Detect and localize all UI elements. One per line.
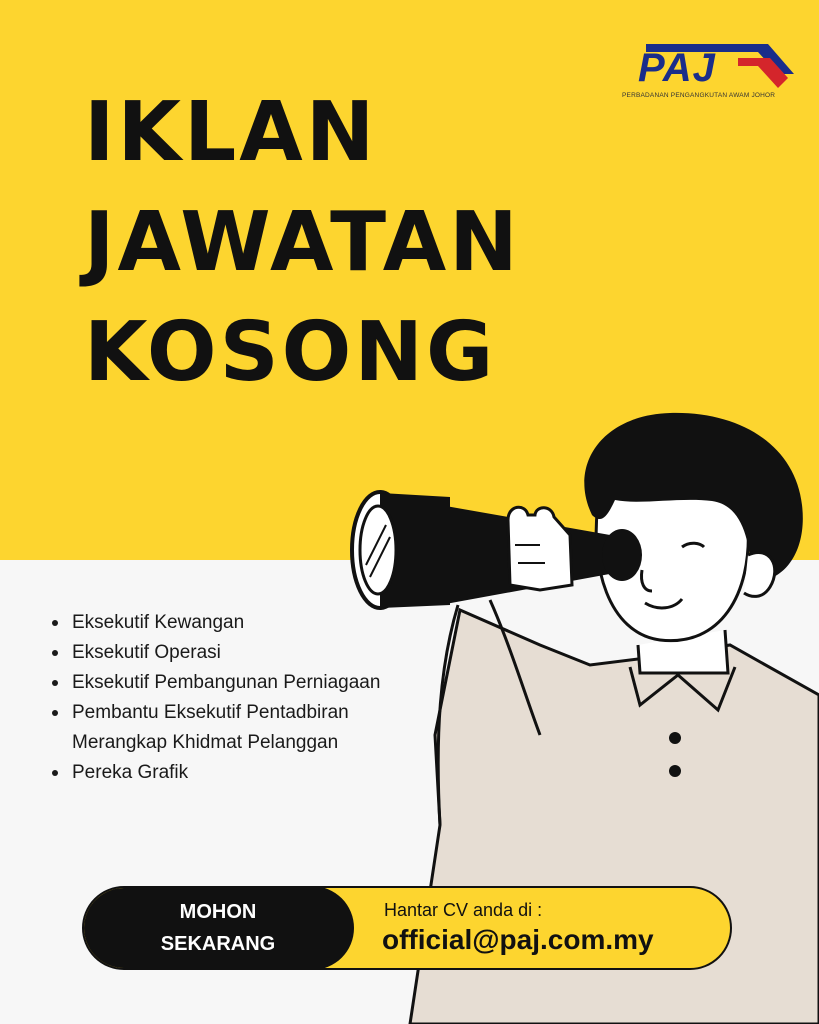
apply-now-button[interactable] <box>82 886 354 970</box>
list-item: Eksekutif Pembangunan Perniagaan <box>50 668 432 698</box>
logo-text: PAJ <box>638 46 716 90</box>
email-link[interactable]: official@paj.com.my <box>382 924 654 955</box>
paj-logo <box>618 34 798 104</box>
list-item: Eksekutif Operasi <box>50 638 432 668</box>
title-line-3: KOSONG <box>84 305 497 400</box>
apply-button-line-2: SEKARANG <box>160 933 276 955</box>
list-item: Pereka Grafik <box>50 758 432 788</box>
poster-title <box>84 78 521 408</box>
list-item: Eksekutif Kewangan <box>50 608 432 638</box>
title-line-2: JAWATAN <box>84 195 521 290</box>
apply-banner <box>82 886 732 970</box>
send-cv-label: Hantar CV anda di : <box>384 900 543 920</box>
title-line-1: IKLAN <box>84 85 378 180</box>
list-item: Pembantu Eksekutif Pentadbiran Merangkap Khidmat Pelanggan <box>50 698 432 758</box>
job-list <box>50 608 432 788</box>
logo-tagline: PERBADANAN PENGANGKUTAN AWAM JOHOR <box>622 92 776 99</box>
apply-button-line-1: MOHON <box>179 901 257 923</box>
